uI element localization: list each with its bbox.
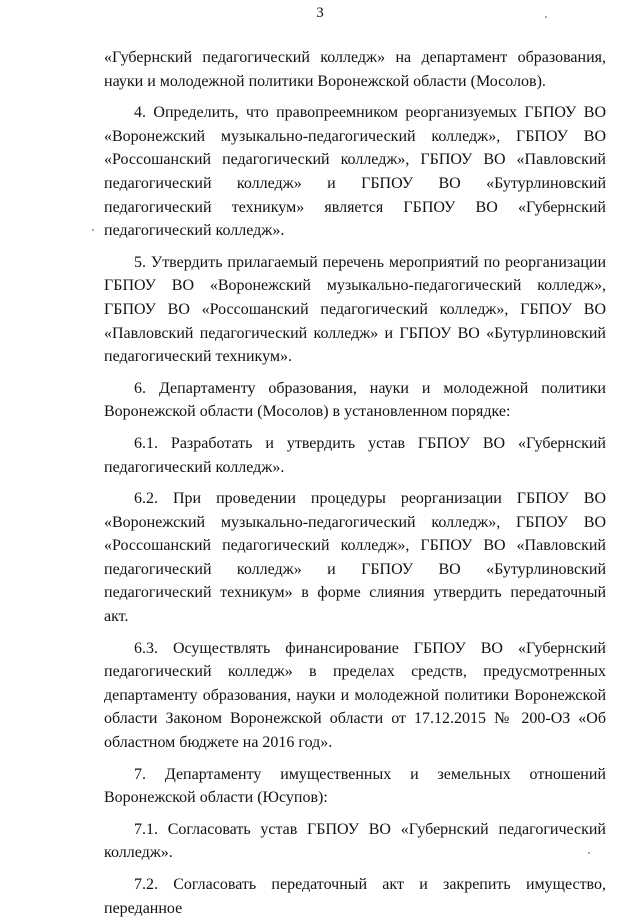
paragraph-item-7-2: 7.2. Согласовать передаточный акт и закрепить имущество, переданное xyxy=(104,876,606,917)
page-number: 3 xyxy=(316,5,324,21)
paragraph-continuation: «Губернский педагогический колледж» на департамент образования, науки и молодежной политики Воронежской области (Мосолов). xyxy=(104,49,606,90)
scan-speck xyxy=(92,229,94,231)
paragraph-item-4: 4. Определить, что правопреемником реорганизуемых ГБПОУ ВО «Воронежский музыкально-педагогический колледж», ГБПОУ ВО «Россошанский педагогический колледж», ГБПОУ ВО «Павловский педагогический колледж» и ГБПОУ ВО «Бутурлиновский педагогический техникум» является ГБПОУ ВО «Губернский педагогический колледж». xyxy=(104,104,606,240)
paragraph-item-6-2: 6.2. При проведении процедуры реорганизации ГБПОУ ВО «Воронежский музыкально-педагогический колледж», ГБПОУ ВО «Россошанский педагогический колледж», ГБПОУ ВО «Павловский педагогический колледж» и ГБПОУ ВО «Бутурлиновский педагогический техникум» в форме слияния утвердить передаточный акт. xyxy=(104,490,606,626)
scan-speck xyxy=(545,16,547,18)
paragraph-item-6-3: 6.3. Осуществлять финансирование ГБПОУ ВО «Губернский педагогический колледж» в пределах средств, предусмотренных департаменту образования, науки и молодежной политики Воронежской области Законом Воронежской области от 17.12.2015 № 200-ОЗ «Об областном бюджете на 2016 год». xyxy=(104,639,606,752)
document-body xyxy=(104,46,606,920)
paragraph-item-6-1: 6.1. Разработать и утвердить устав ГБПОУ ВО «Губернский педагогический колледж». xyxy=(104,434,606,476)
paragraph-item-7: 7. Департаменту имущественных и земельных отношений Воронежской области (Юсупов): xyxy=(104,765,606,807)
paragraph-item-7-1: 7.1. Согласовать устав ГБПОУ ВО «Губернский педагогический колледж». xyxy=(104,820,606,862)
scan-speck xyxy=(588,852,590,854)
paragraph-item-5: 5. Утвердить прилагаемый перечень мероприятий по реорганизации ГБПОУ ВО «Воронежский музыкально-педагогический колледж», ГБПОУ ВО «Россошанский педагогический колледж», ГБПОУ ВО «Павловский педагогический колледж» и ГБПОУ ВО «Бутурлиновский педагогический техникум». xyxy=(104,253,606,366)
paragraph-item-6: 6. Департаменту образования, науки и молодежной политики Воронежской области (Мосолов) в установленном порядке: xyxy=(104,379,606,421)
